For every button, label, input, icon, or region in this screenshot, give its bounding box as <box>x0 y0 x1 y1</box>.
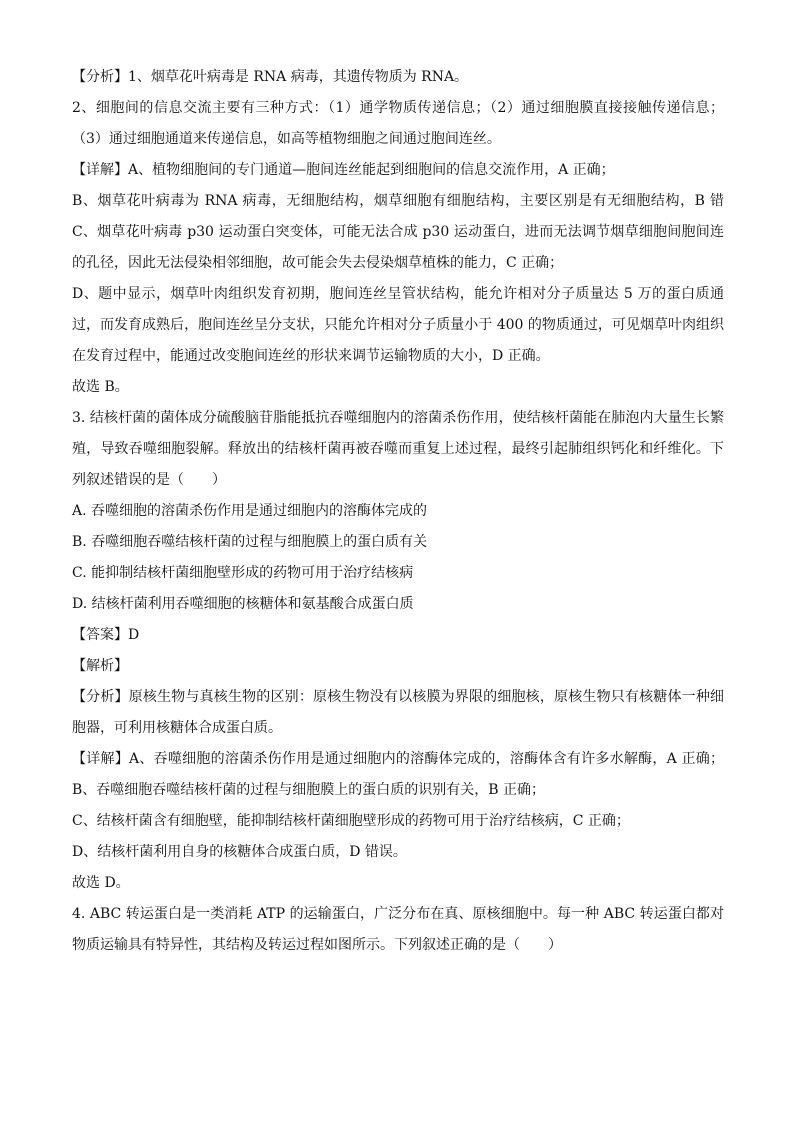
question-3-analysis-line-1: 【分析】原核生物与真核生物的区别：原核生物没有以核膜为界限的细胞核，原核生物只有核糖体一种细 <box>72 689 724 705</box>
detail-1-option-d-line-1: D、题中显示，烟草叶肉组织发育初期，胞间连丝呈管状结构，能允许相对分子质量达 5 万的蛋白质通 <box>72 286 724 302</box>
detail-1-option-d-line-3: 在发育过程中，能通过改变胞间连丝的形状来调节运输物质的大小，D 正确。 <box>72 348 550 364</box>
detail-1-option-a: 【详解】A、植物细胞间的专门通道—胞间连丝能起到细胞间的信息交流作用，A 正确； <box>72 162 615 178</box>
question-3-analysis-line-2: 胞器，可利用核糖体合成蛋白质。 <box>72 720 282 736</box>
question-4-line-1: 4. ABC 转运蛋白是一类消耗 ATP 的运输蛋白，广泛分布在真、原核细胞中。每一种 ABC 转运蛋白都对 <box>72 906 724 922</box>
analysis-1-line-1: 【分析】1、烟草花叶病毒是 RNA 病毒，其遗传物质为 RNA。 <box>72 69 469 85</box>
detail-1-option-c-line-1: C、烟草花叶病毒 p30 运动蛋白突变体，可能无法合成 p30 运动蛋白，进而无法调节烟草细胞间胞间连 <box>72 224 724 240</box>
analysis-1-line-3: （3）通过细胞通道来传递信息，如高等植物细胞之间通过胞间连丝。 <box>72 131 501 147</box>
detail-1-option-c-line-2: 的孔径，因此无法侵染相邻细胞，故可能会失去侵染烟草植株的能力，C 正确； <box>72 255 564 271</box>
question-3-detail-a: 【详解】A、吞噬细胞的溶菌杀伤作用是通过细胞内的溶酶体完成的，溶酶体含有许多水解酶，A 正确； <box>72 751 724 767</box>
question-3-detail-b: B、吞噬细胞吞噬结核杆菌的过程与细胞膜上的蛋白质的识别有关，B 正确； <box>72 782 546 798</box>
question-3-line-1: 3. 结核杆菌的菌体成分硫酸脑苷脂能抵抗吞噬细胞内的溶菌杀伤作用，使结核杆菌能在肺泡内大量生长繁 <box>72 410 724 426</box>
document-page <box>72 62 724 961</box>
detail-1-option-d-line-2: 过，而发育成熟后，胞间连丝呈分支状，只能允许相对分子质量小于 400 的物质通过，可见烟草叶肉组织 <box>72 317 724 333</box>
question-3-option-a: A. 吞噬细胞的溶菌杀伤作用是通过细胞内的溶酶体完成的 <box>72 503 428 519</box>
question-3-detail-c: C、结核杆菌含有细胞壁，能抑制结核杆菌细胞壁形成的药物可用于治疗结核病，C 正确； <box>72 813 630 829</box>
question-3-line-2: 殖，导致吞噬细胞裂解。释放出的结核杆菌再被吞噬而重复上述过程，最终引起肺组织钙化和纤维化。下 <box>72 441 724 457</box>
answer-choice-1: 故选 B。 <box>72 379 129 395</box>
question-3-final-choice: 故选 D。 <box>72 875 130 891</box>
analysis-1-line-2: 2、细胞间的信息交流主要有三种方式：（1）通学物质传递信息；（2）通过细胞膜直接接触传递信息； <box>72 100 724 116</box>
question-3-option-c: C. 能抑制结核杆菌细胞壁形成的药物可用于治疗结核病 <box>72 565 414 581</box>
question-3-detail-d: D、结核杆菌利用自身的核糖体合成蛋白质，D 错误。 <box>72 844 407 860</box>
question-3-answer: 【答案】D <box>72 627 140 643</box>
question-3-option-b: B. 吞噬细胞吞噬结核杆菌的过程与细胞膜上的蛋白质有关 <box>72 534 428 550</box>
question-3-line-3: 列叙述错误的是（ ） <box>72 472 226 488</box>
detail-1-option-b: B、烟草花叶病毒为 RNA 病毒，无细胞结构，烟草细胞有细胞结构，主要区别是有无细胞结构，B 错 <box>72 193 724 209</box>
question-4-line-2: 物质运输具有特异性，其结构及转运过程如图所示。下列叙述正确的是（ ） <box>72 937 562 953</box>
question-3-option-d: D. 结核杆菌利用吞噬细胞的核糖体和氨基酸合成蛋白质 <box>72 596 414 612</box>
question-3-explanation-heading: 【解析】 <box>72 658 128 674</box>
